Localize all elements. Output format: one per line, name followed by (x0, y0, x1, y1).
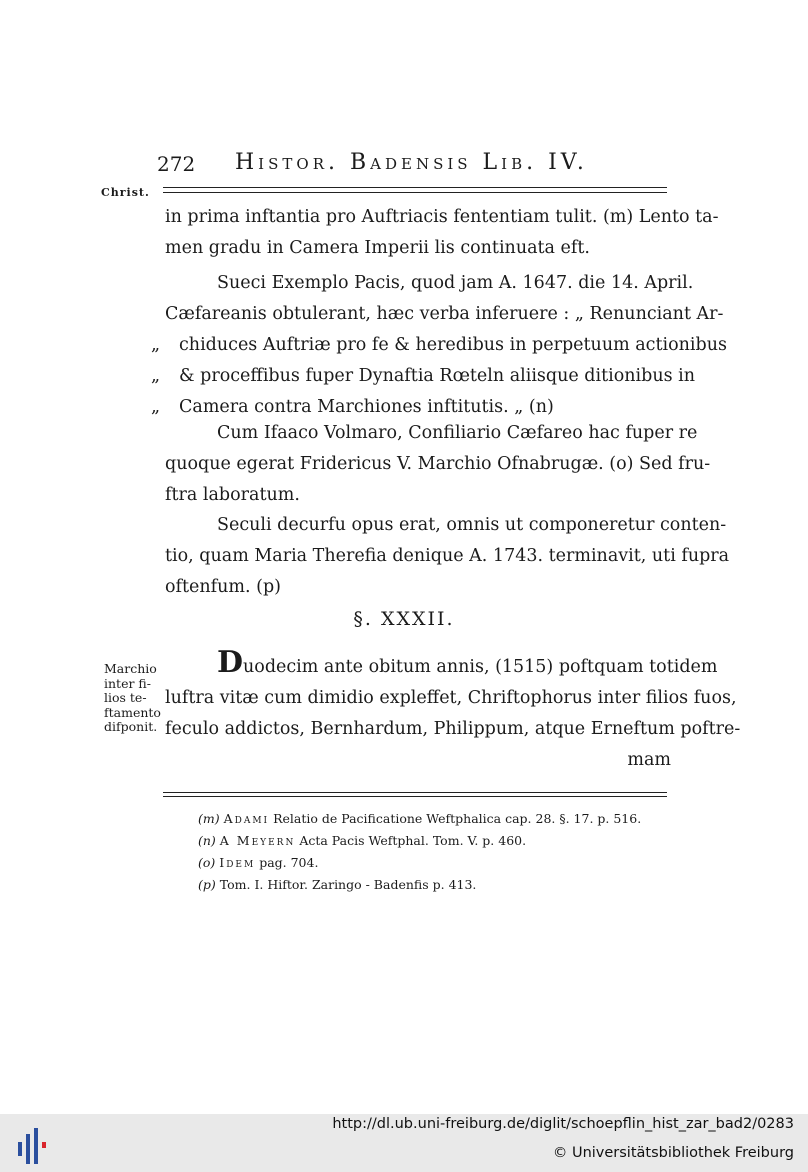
text-line: quoque egerat Fridericus V. Marchio Ofnabrugæ. (o) Sed fru- (165, 454, 711, 474)
margin-note-line: Marchio (104, 661, 157, 676)
footnote-text: pag. 704. (259, 855, 319, 870)
footnote-author: A Meyern (219, 833, 296, 848)
footnote-label: (m) (198, 811, 220, 826)
margin-christ: Christ. (101, 186, 150, 199)
quote-mark: „ (151, 366, 161, 386)
footnote-rule-bottom (163, 796, 667, 797)
paragraph-3 (165, 418, 711, 511)
text-line (151, 361, 696, 392)
text-line-content: & proceffibus fuper Dynaftia Rœteln aliisque ditionibus in (179, 366, 696, 386)
text-line: Cum Ifaaco Volmaro, Confiliario Cæfareo hac fuper re (217, 423, 698, 443)
footnote (198, 874, 668, 896)
page-header (157, 150, 677, 182)
quote-mark: „ (151, 335, 161, 355)
drop-cap: D (217, 645, 244, 680)
header-rule-bottom (163, 192, 667, 193)
margin-note-line: ftamento (104, 704, 161, 720)
text-line-content: uodecim ante obitum annis, (1515) poftquam totidem (243, 657, 718, 677)
ub-freiburg-logo-icon (14, 1126, 54, 1166)
viewer-footer-bar (0, 1114, 808, 1172)
text-line: Seculi decurfu opus erat, omnis ut componeretur conten- (217, 515, 727, 535)
text-line: Cæfareanis obtulerant, hæc verba inferuere : „ Renunciant Ar- (165, 304, 724, 324)
footnote-author: Adami (223, 811, 270, 826)
footnote-rule-top (163, 792, 667, 793)
footnote-text: Tom. I. Hiftor. Zaringo - Badenfis p. 413. (219, 877, 477, 892)
footnote-author: Idem (219, 855, 256, 870)
text-line: feculo addictos, Bernhardum, Philippum, atque Erneftum poftre- (165, 719, 741, 739)
text-line: oftenfum. (p) (165, 577, 281, 597)
page-number: 272 (157, 152, 196, 176)
document-url[interactable]: http://dl.ub.uni-freiburg.de/diglit/schoepflin_hist_zar_bad2/0283 (332, 1116, 794, 1132)
text-line: ftra laboratum. (165, 485, 300, 505)
margin-note (104, 662, 166, 735)
footnote-label: (n) (198, 833, 216, 848)
text-line: tio, quam Maria Therefia denique A. 1743. terminavit, uti fupra (165, 546, 730, 566)
text-line-content: Camera contra Marchiones inftitutis. „ (n) (179, 397, 554, 417)
paragraph-5 (165, 645, 741, 776)
text-line: men gradu in Camera Imperii lis continuata eft. (165, 238, 590, 258)
text-line: Sueci Exemplo Pacis, quod jam A. 1647. die 14. April. (217, 273, 694, 293)
paragraph-1 (165, 202, 719, 264)
text-line: in prima inftantia pro Auftriacis fententiam tulit. (m) Lento ta- (165, 207, 719, 227)
catchword: mam (627, 750, 671, 770)
footnote (198, 808, 668, 830)
running-head: Histor. Badensis Lib. IV. (235, 150, 588, 175)
footnote-text: Relatio de Pacificatione Weftphalica cap. 28. §. 17. p. 516. (273, 811, 642, 826)
text-line-content: chiduces Auftriæ pro fe & heredibus in perpetuum actionibus (179, 335, 727, 355)
paragraph-4 (165, 510, 730, 603)
footnote-label: (p) (198, 877, 216, 892)
header-rule-top (163, 187, 667, 188)
section-title: §. XXXII. (353, 608, 455, 630)
footnote-label: (o) (198, 855, 216, 870)
text-line (151, 330, 727, 361)
footnotes (198, 808, 668, 896)
margin-note-line: inter fi- (104, 675, 151, 691)
margin-note-line: lios te- (104, 690, 147, 705)
footnote (198, 830, 668, 852)
quote-mark: „ (151, 397, 161, 417)
footnote-text: Acta Pacis Weftphal. Tom. V. p. 460. (299, 833, 527, 848)
paragraph-2 (151, 268, 727, 423)
text-line (165, 645, 718, 683)
footnote (198, 852, 668, 874)
text-line: luftra vitæ cum dimidio expleffet, Chriftophorus inter filios fuos, (165, 688, 737, 708)
copyright-notice: © Universitätsbibliothek Freiburg (552, 1145, 794, 1161)
margin-note-line: difponit. (104, 719, 158, 734)
